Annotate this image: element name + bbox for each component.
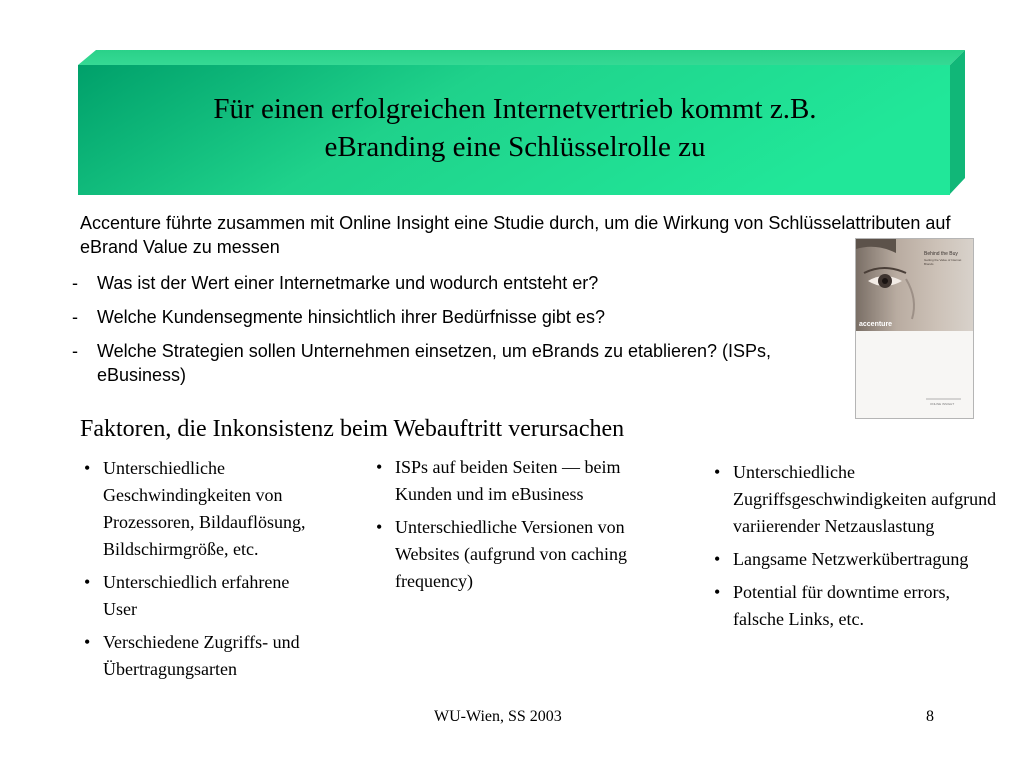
cover-subtitle: Getting the Value of Internet Brands [924,258,962,266]
question-text: Welche Kundensegmente hinsichtlich ihrer Bedürfnisse gibt es? [97,307,605,327]
factor-column-2 [370,454,650,601]
section-heading: Faktoren, die Inkonsistenz beim Webauftritt verursachen [80,416,625,442]
question-item [72,271,772,295]
study-cover-image [855,238,974,419]
factor-text: ISPs auf beiden Seiten — beim Kunden und im eBusiness [395,457,621,504]
question-item [72,305,772,329]
factor-column-1 [78,455,318,689]
page-number: 8 [926,708,934,725]
factor-text: Unterschiedliche Geschwindingkeiten von Prozessoren, Bildauflösung, Bildschirmgröße, etc. [103,458,306,559]
factor-text: Langsame Netzwerkübertragung [733,549,969,569]
question-text: Welche Strategien sollen Unternehmen einsetzen, um eBrands zu etablieren? (ISPs, eBusiness) [97,341,772,385]
footer-text: WU-Wien, SS 2003 [434,708,562,725]
factor-item [78,629,318,683]
banner-bevel-top [78,50,965,65]
cover-heading: Behind the Buy [924,251,958,257]
intro-paragraph: Accenture führte zusammen mit Online Insight eine Studie durch, um die Wirkung von Schlüsselattributen auf eBrand Value zu messen [80,213,951,257]
title-line-1: Für einen erfolgreichen Internetvertrieb kommt z.B. [213,93,817,125]
bullet-marker: • [376,457,383,477]
dash-marker: - [72,341,78,361]
bullet-marker: • [84,572,91,592]
factor-text: Potential für downtime errors, falsche Links, etc. [733,582,950,629]
factor-text: Unterschiedliche Versionen von Websites (aufgrund von caching frequency) [395,517,627,591]
bullet-marker: • [714,582,721,602]
bullet-marker: • [714,462,721,482]
question-item [72,339,772,387]
factor-item [708,546,998,573]
factor-column-3 [708,459,998,639]
bullet-marker: • [84,632,91,652]
factor-text: Unterschiedliche Zugriffsgeschwindigkeiten aufgrund variierender Netzauslastung [733,462,997,536]
factor-item [708,579,998,633]
question-text: Was ist der Wert einer Internetmarke und wodurch entsteht er? [97,273,599,293]
dash-marker: - [72,273,78,293]
bullet-marker: • [376,517,383,537]
dash-marker: - [72,307,78,327]
factor-item [78,569,318,623]
factor-item [78,455,318,563]
factor-text: Verschiedene Zugriffs- und Übertragungsarten [103,632,300,679]
cover-partner-logo: ONLINE INSIGHT [930,402,955,406]
title-line-2: eBranding eine Schlüsselrolle zu [324,131,706,163]
slide-title [80,90,950,166]
factor-item [708,459,998,540]
factor-item [370,514,650,595]
factor-item [370,454,650,508]
bullet-marker: • [714,549,721,569]
cover-brand-logo: accenture [859,321,893,328]
bullet-marker: • [84,458,91,478]
banner-bevel-right [950,50,965,194]
factor-text: Unterschiedlich erfahrene User [103,572,290,619]
